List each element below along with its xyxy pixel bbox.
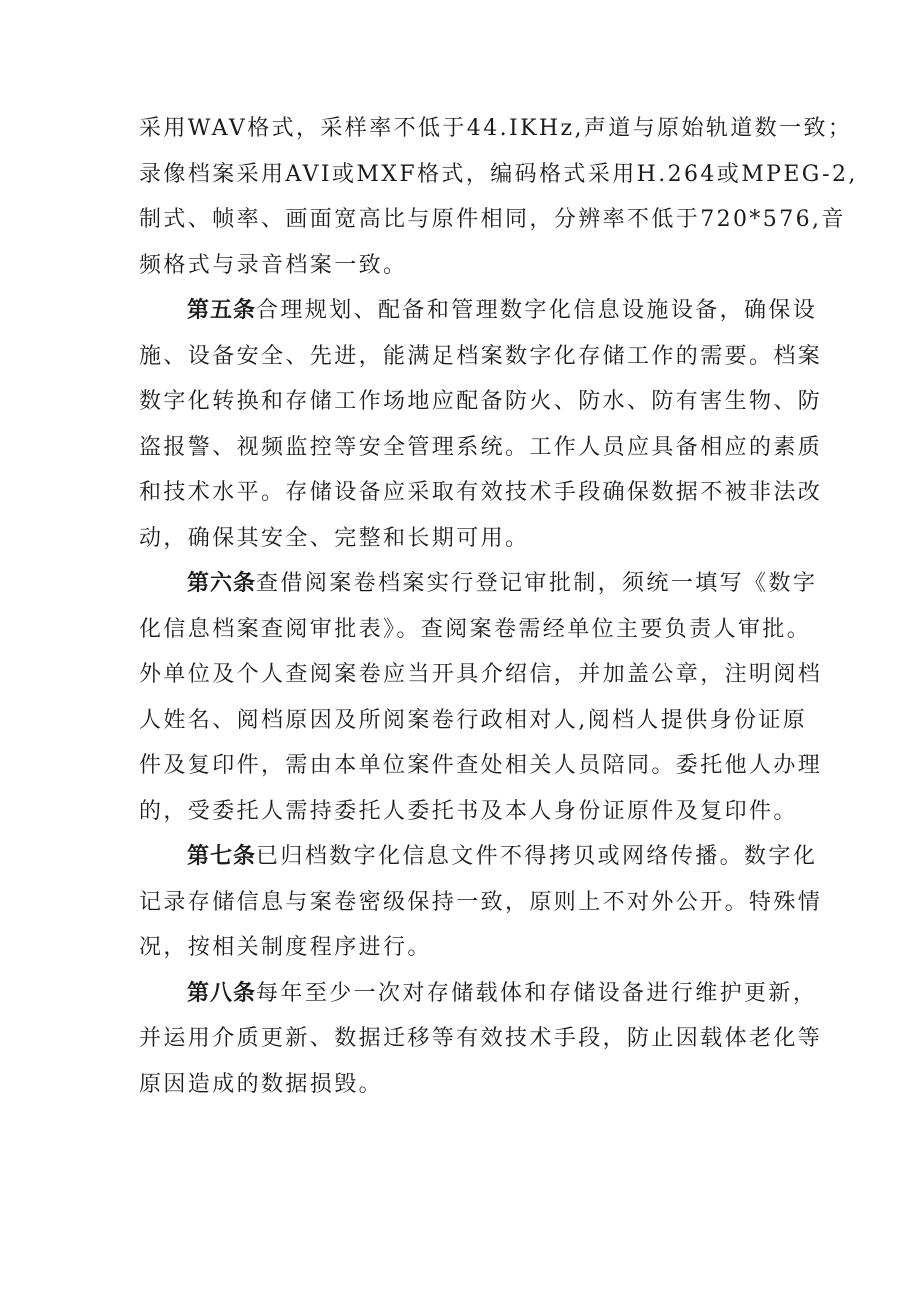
text-line: 化信息档案查阅审批表》。查阅案卷需经单位主要负责人审批。 xyxy=(139,616,812,642)
text-line: 件及复印件，需由本单位案件查处相关人员陪同。委托他人办理 xyxy=(139,753,823,778)
text-line: 外单位及个人查阅案卷应当开具介绍信，并加盖公章，注明阅档 xyxy=(139,662,823,687)
text-line: 动，确保其安全、完整和长期可用。 xyxy=(139,525,530,551)
text-line: 盗报警、视频监控等安全管理系统。工作人员应具备相应的素质 xyxy=(139,434,823,460)
text-line: 制式、帧率、画面宽高比与原件相同，分辨率不低于720*576,音 xyxy=(139,207,846,232)
article-number: 第五条 xyxy=(187,298,257,323)
article-8 xyxy=(139,971,823,1108)
intro-paragraph xyxy=(139,106,858,288)
text-line: 和技术水平。存储设备应采取有效技术手段确保数据不被非法改 xyxy=(139,480,823,505)
article-text: 每年至少一次对存储载体和存储设备进行维护更新， xyxy=(256,980,818,1006)
document-body xyxy=(139,106,858,1107)
article-5 xyxy=(139,288,823,561)
article-number: 第八条 xyxy=(187,980,257,1006)
text-line: 频格式与录音档案一致。 xyxy=(139,252,408,278)
article-text: 查借阅案卷档案实行登记审批制，须统一填写《数字 xyxy=(256,571,818,596)
text-line: 原因造成的数据损毁。 xyxy=(139,1071,384,1097)
text-line: 采用WAV格式，采样率不低于44.IKHz,声道与原始轨道数一致； xyxy=(139,116,853,141)
text-line xyxy=(139,971,818,1017)
text-line: 记录存储信息与案卷密级保持一致，原则上不对外公开。特殊情 xyxy=(139,889,823,915)
article-number: 第六条 xyxy=(187,571,257,596)
text-line: 况，按相关制度程序进行。 xyxy=(139,935,432,960)
article-7 xyxy=(139,834,823,971)
text-line xyxy=(139,834,818,880)
text-line: 录像档案采用AVI或MXF格式，编码格式采用H.264或MPEG-2, xyxy=(139,161,858,187)
article-text: 已归档数字化信息文件不得拷贝或网络传播。数字化 xyxy=(256,844,818,869)
article-6 xyxy=(139,561,823,834)
text-line: 数字化转换和存储工作场地应配备防火、防水、防有害生物、防 xyxy=(139,389,823,414)
article-text: 合理规划、配备和管理数字化信息设施设备，确保设 xyxy=(256,298,818,323)
article-number: 第七条 xyxy=(187,844,257,869)
text-line: 并运用介质更新、数据迁移等有效技术手段，防止因载体老化等 xyxy=(139,1026,823,1051)
text-line: 人姓名、阅档原因及所阅案卷行政相对人,阅档人提供身份证原 xyxy=(139,707,808,733)
text-line: 施、设备安全、先进，能满足档案数字化存储工作的需要。档案 xyxy=(139,343,823,369)
text-line: 的，受委托人需持委托人委托书及本人身份证原件及复印件。 xyxy=(139,798,798,824)
text-line xyxy=(139,288,818,334)
text-line xyxy=(139,561,818,607)
